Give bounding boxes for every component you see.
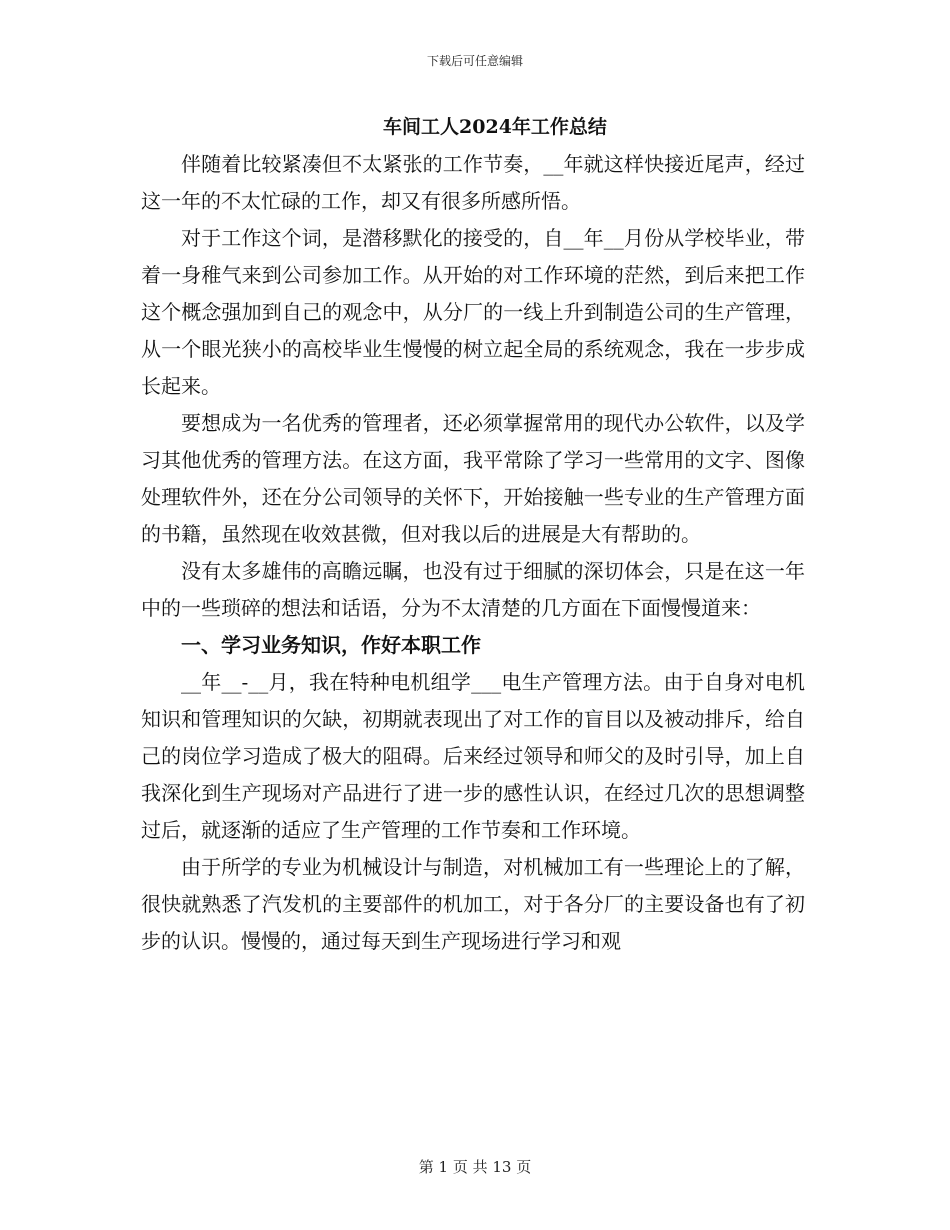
section-heading: 一、学习业务知识，作好本职工作 xyxy=(181,633,481,657)
paragraph: 对于工作这个词，是潜移默化的接受的，自__年__月份从学校毕业，带着一身稚气来到公司参加工作。从开始的对工作环境的茫然，到后来把工作这个概念强加到自己的观念中，从分厂的一线上升到制造公司的生产管理，从一个眼光狭小的高校毕业生慢慢的树立起全局的系统观念，我在一步步成长起来。 xyxy=(141,226,805,398)
paragraph: 由于所学的专业为机械设计与制造，对机械加工有一些理论上的了解，很快就熟悉了汽发机的主要部件的机加工，对于各分厂的主要设备也有了初步的认识。慢慢的，通过每天到生产现场进行学习和观 xyxy=(141,855,805,953)
document-body xyxy=(141,146,805,960)
page-header-note: 下载后可任意编辑 xyxy=(426,54,523,68)
page-number: 第 1 页 共 13 页 xyxy=(418,1158,532,1176)
document-title: 车间工人2024年工作总结 xyxy=(383,116,607,138)
paragraph: 没有太多雄伟的高瞻远瞩，也没有过于细腻的深切体会，只是在这一年中的一些琐碎的想法和话语，分为不太清楚的几方面在下面慢慢道来： xyxy=(141,559,805,620)
paragraph: 要想成为一名优秀的管理者，还必须掌握常用的现代办公软件，以及学习其他优秀的管理方法。在这方面，我平常除了学习一些常用的文字、图像处理软件外，还在分公司领导的关怀下，开始接触一些专业的生产管理方面的书籍，虽然现在收效甚微，但对我以后的进展是大有帮助的。 xyxy=(141,411,805,546)
paragraph: __年__-__月，我在特种电机组学___电生产管理方法。由于自身对电机知识和管理知识的欠缺，初期就表现出了对工作的盲目以及被动排斥，给自己的岗位学习造成了极大的阻碍。后来经过领导和师父的及时引导，加上自我深化到生产现场对产品进行了进一步的感性认识，在经过几次的思想调整过后，就逐渐的适应了生产管理的工作节奏和工作环境。 xyxy=(141,670,805,842)
paragraph: 伴随着比较紧凑但不太紧张的工作节奏，__年就这样快接近尾声，经过这一年的不太忙碌的工作，却又有很多所感所悟。 xyxy=(141,152,805,213)
